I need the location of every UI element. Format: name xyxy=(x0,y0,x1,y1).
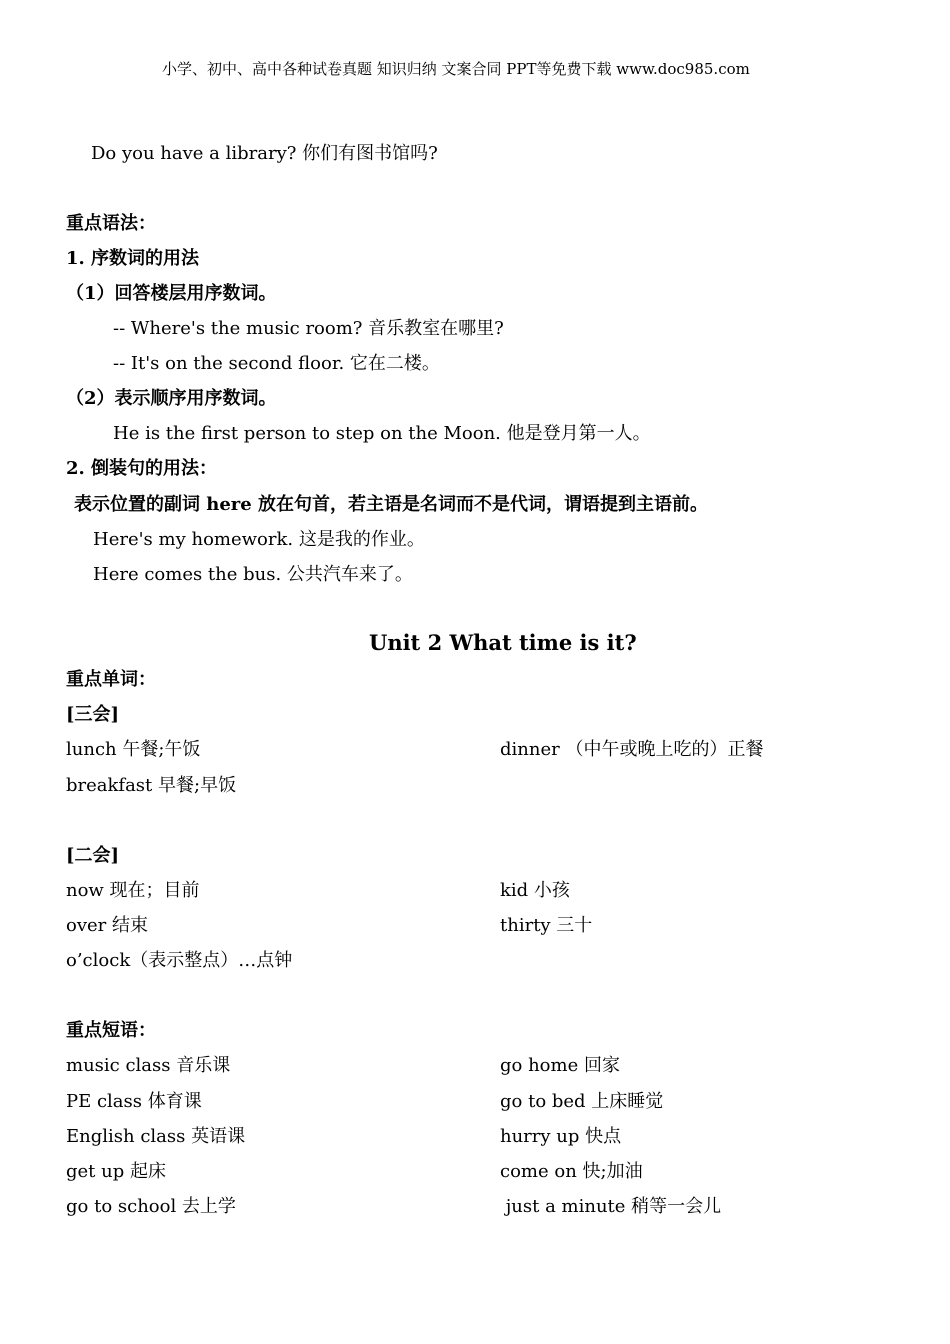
phrase-item: go to bed 上床睡觉 xyxy=(500,1091,664,1112)
vocab-item: dinner （中午或晚上吃的）正餐 xyxy=(500,739,764,760)
grammar-point-2-title: 2. 倒装句的用法： xyxy=(66,458,218,479)
grammar-point-1-title: 1. 序数词的用法 xyxy=(66,248,200,269)
phrase-item: hurry up 快点 xyxy=(500,1126,622,1147)
vocab-item: o’clock（表示整点）…点钟 xyxy=(66,950,293,971)
example-sentence: Here's my homework. 这是我的作业。 xyxy=(93,529,425,550)
unit-title: Unit 2 What time is it? xyxy=(369,630,637,655)
vocab-item: now 现在；目前 xyxy=(66,880,200,901)
vocab-item: thirty 三十 xyxy=(500,915,593,936)
vocab-item: kid 小孩 xyxy=(500,880,570,901)
phrase-item: just a minute 稍等一会儿 xyxy=(500,1196,722,1217)
level-2-label: [二会] xyxy=(66,845,120,866)
phrase-item: English class 英语课 xyxy=(66,1126,246,1147)
phrases-heading: 重点短语： xyxy=(66,1020,156,1041)
words-heading: 重点单词： xyxy=(66,669,156,690)
phrase-item: music class 音乐课 xyxy=(66,1055,231,1076)
example-sentence: Here comes the bus. 公共汽车来了。 xyxy=(93,564,413,585)
phrase-item: get up 起床 xyxy=(66,1161,166,1182)
phrase-item: come on 快;加油 xyxy=(500,1161,643,1182)
example-sentence: -- It's on the second floor. 它在二楼。 xyxy=(113,353,440,374)
vocab-item: over 结束 xyxy=(66,915,148,936)
grammar-rule: 表示位置的副词 here 放在句首，若主语是名词而不是代词，谓语提到主语前。 xyxy=(74,494,709,515)
intro-sentence: Do you have a library? 你们有图书馆吗? xyxy=(91,143,438,164)
level-3-label: [三会] xyxy=(66,704,120,725)
grammar-sub-2-title: （2）表示顺序用序数词。 xyxy=(66,388,277,409)
phrase-item: PE class 体育课 xyxy=(66,1091,202,1112)
grammar-heading: 重点语法： xyxy=(66,213,156,234)
phrase-item: go to school 去上学 xyxy=(66,1196,236,1217)
vocab-item: breakfast 早餐;早饭 xyxy=(66,775,237,796)
page-header: 小学、初中、高中各种试卷真题 知识归纳 文案合同 PPT等免费下载 www.doc985.com xyxy=(162,60,750,78)
phrase-item: go home 回家 xyxy=(500,1055,620,1076)
example-sentence: -- Where's the music room? 音乐教室在哪里? xyxy=(113,318,504,339)
vocab-item: lunch 午餐;午饭 xyxy=(66,739,201,760)
grammar-sub-1-title: （1）回答楼层用序数词。 xyxy=(66,283,277,304)
example-sentence: He is the first person to step on the Moon. 他是登月第一人。 xyxy=(113,423,651,444)
